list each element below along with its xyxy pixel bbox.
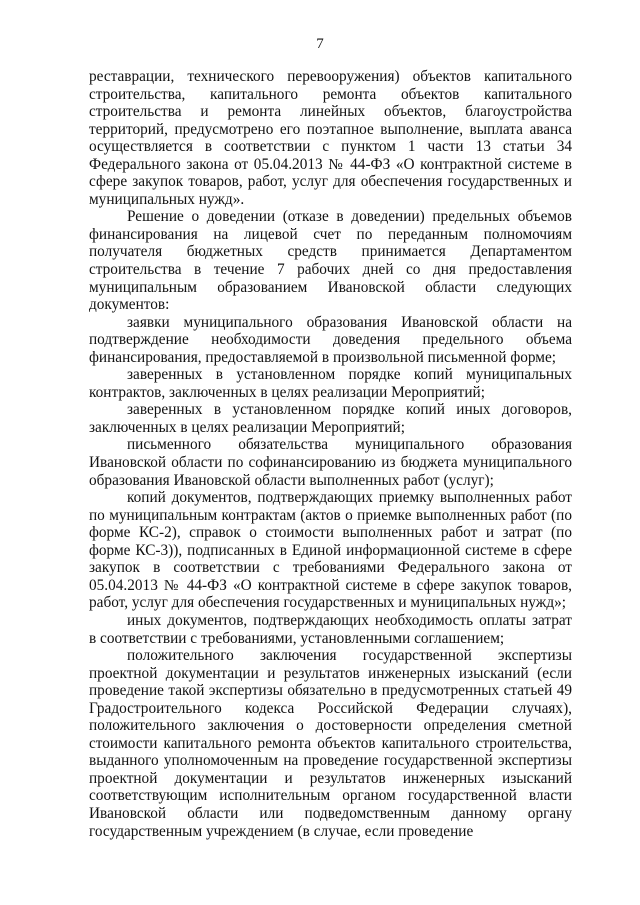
page-number: 7 [316,36,324,52]
list-item-municipal-contracts: заверенных в установленном порядке копий муниципальных контрактов, заключенных в целях реализации Мероприятий; [89,366,572,401]
list-item-cofinancing-obligation: письменного обязательства муниципального образования Ивановской области по софинансированию из бюджета муниципального образования Ивановской области выполненных работ (услуг); [89,436,572,489]
list-item-expertise-conclusion: положительного заключения государственной экспертизы проектной документации и результатов инженерных изысканий (если проведение такой экспертизы обязательно в предусмотренных статьей 49 Градостроительного кодекса Российской Федерации случаях), положительного заключения о достоверности определения сметной стоимости капитального ремонта объектов капитального строительства, выданного уполномоченным на проведение государственной экспертизы проектной документации и результатов инженерных изысканий соответствующим исполнительным органом государственной власти Ивановской области или подведомственным данному органу государственным учреждением (в случае, если проведение [89,647,572,840]
document-body [89,68,572,840]
paragraph-continuation: реставрации, технического перевооружения) объектов капитального строительства, капитального ремонта объектов капитального строительства и ремонта линейных объектов, благоустройства территорий, предусмотрено его поэтапное выполнение, выплата аванса осуществляется в соответствии с пунктом 1 части 13 статьи 34 Федерального закона от 05.04.2013 № 44-ФЗ «О контрактной системе в сфере закупок товаров, работ, услуг для обеспечения государственных и муниципальных нужд». [89,68,572,208]
list-item-other-contracts: заверенных в установленном порядке копий иных договоров, заключенных в целях реализации Мероприятий; [89,401,572,436]
list-item-other-documents: иных документов, подтверждающих необходимость оплаты затрат в соответствии с требованиями, установленными соглашением; [89,611,572,647]
list-item-application: заявки муниципального образования Ивановской области на подтверждение необходимости доведения предельного объема финансирования, предоставляемой в произвольной письменной форме; [89,313,572,366]
list-item-acceptance-documents: копий документов, подтверждающих приемку выполненных работ по муниципальным контрактам (актов о приемке выполненных работ (по форме КС-2), справок о стоимости выполненных работ и затрат (по форме КС-3)), подписанных в Единой информационной системе в сфере закупок в соответствии с требованиями Федерального закона от 05.04.2013 № 44-ФЗ «О контрактной системе в сфере закупок товаров, работ, услуг для обеспечения государственных и муниципальных нужд»; [89,489,572,612]
paragraph-decision: Решение о доведении (отказе в доведении) предельных объемов финансирования на лицевой счет по переданным полномочиям получателя бюджетных средств принимается Департаментом строительства в течение 7 рабочих дней со дня предоставления муниципальным образованием Ивановской области следующих документов: [89,208,572,314]
